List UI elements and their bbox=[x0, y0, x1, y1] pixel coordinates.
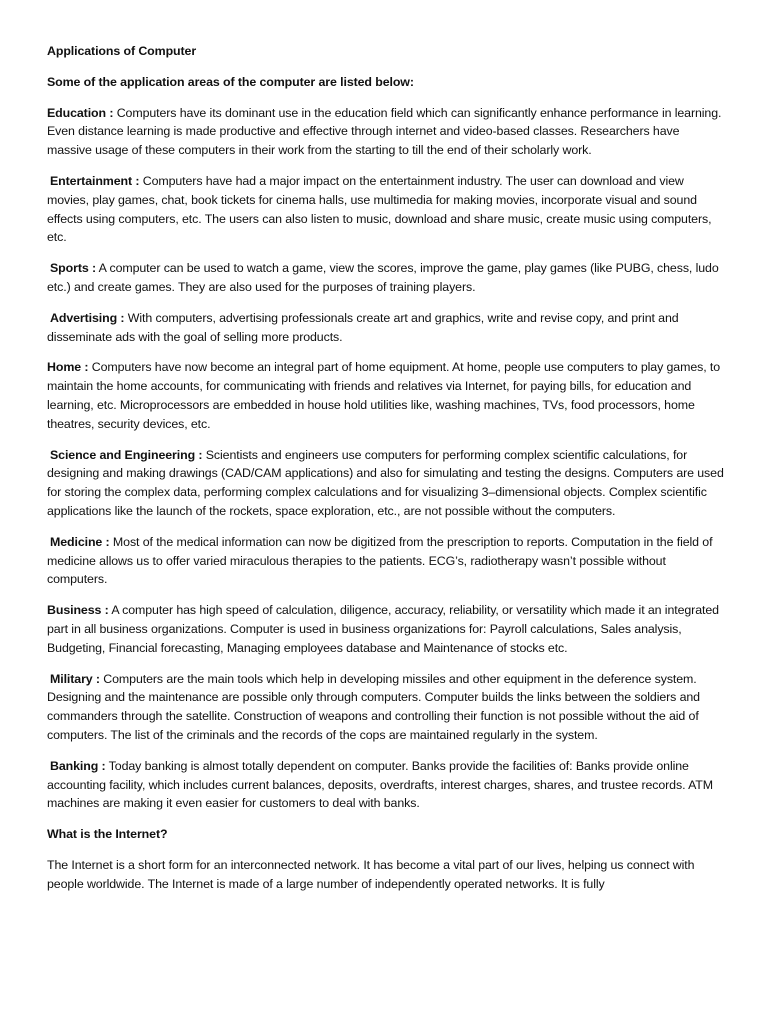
section-term: Medicine : bbox=[50, 534, 110, 549]
section-term: Business : bbox=[47, 603, 109, 618]
section-text: Scientists and engineers use computers for performing complex scientific calculations, for designing and making drawings (CAD/CAM applications) and also for simulating and testing the designs. Computers are used for storing the complex data, performing complex calculations and for visualizing 3–dimensional objects. Complex scientific applications like the launch of the rockets, space exploration, etc., are not possible without the computers. bbox=[47, 447, 724, 518]
section-education bbox=[47, 104, 727, 160]
section-text: Computers have its dominant use in the education field which can significantly enhance performance in learning. Even distance learning is made productive and effective through internet and video-based classes. Researchers have massive usage of these computers in their work from the starting to till the end of their scholarly work. bbox=[47, 105, 722, 158]
section-advertising bbox=[47, 309, 727, 347]
internet-paragraph: The Internet is a short form for an interconnected network. It has become a vital part of our lives, helping us connect with people worldwide. The Internet is made of a large number of independently operated networks. It is fully bbox=[47, 857, 695, 891]
section-term: Entertainment : bbox=[50, 173, 140, 188]
section-term: Education : bbox=[47, 105, 114, 120]
section-text: A computer can be used to watch a game, view the scores, improve the game, play games (like PUBG, chess, ludo etc.) and create games. They are also used for the purposes of training players. bbox=[47, 261, 719, 294]
section-medicine bbox=[47, 533, 727, 589]
document-page bbox=[47, 42, 727, 893]
section-science-engineering bbox=[47, 446, 727, 521]
section-text: Computers are the main tools which help in developing missiles and other equipment in the deference system. Designing and the maintenance are possible only through computers. Computer builds the links between the soldiers and commanders through the satellite. Construction of weapons and controlling their function is not possible without the aid of computers. The list of the criminals and the records of the cops are maintained regularly in the system. bbox=[47, 671, 700, 742]
section-term: Sports : bbox=[50, 261, 97, 276]
section-banking bbox=[47, 757, 727, 813]
internet-heading: What is the Internet? bbox=[47, 827, 168, 842]
section-text: Today banking is almost totally dependent on computer. Banks provide the facilities of: Banks provide online accounting facility, which includes current balances, deposits, overdrafts, interest charges, shares, and trustee records. ATM machines are making it even easier for customers to deal with banks. bbox=[47, 758, 713, 811]
section-home bbox=[47, 358, 727, 433]
section-sports bbox=[47, 259, 727, 297]
intro-line: Some of the application areas of the computer are listed below: bbox=[47, 74, 414, 89]
section-term: Science and Engineering : bbox=[50, 447, 203, 462]
section-business bbox=[47, 601, 727, 657]
section-term: Military : bbox=[50, 671, 100, 686]
section-term: Home : bbox=[47, 360, 89, 375]
section-entertainment bbox=[47, 172, 727, 247]
section-term: Banking : bbox=[50, 758, 106, 773]
section-text: Most of the medical information can now be digitized from the prescription to reports. Computation in the field of medicine allows us to offer varied miraculous therapies to the patients. ECG’s, radiotherapy wasn’t possible without computers. bbox=[47, 534, 713, 587]
section-text: A computer has high speed of calculation, diligence, accuracy, reliability, or versatility which made it an integrated part in all business organizations. Computer is used in business organizations for: Payroll calculations, Sales analysis, Budgeting, Financial forecasting, Managing employees database and Maintenance of stocks etc. bbox=[47, 603, 719, 655]
section-text: Computers have now become an integral part of home equipment. At home, people use computers to play games, to maintain the home accounts, for communicating with friends and relatives via Internet, for paying bills, for education and learning, etc. Microprocessors are embedded in house hold utilities like, washing machines, TVs, food processors, home theatres, security devices, etc. bbox=[47, 360, 721, 431]
section-military bbox=[47, 670, 727, 745]
section-text: With computers, advertising professionals create art and graphics, write and revise copy, and print and disseminate ads with the goal of selling more products. bbox=[47, 310, 679, 344]
section-text: Computers have had a major impact on the entertainment industry. The user can download and view movies, play games, chat, book tickets for cinema halls, use multimedia for making movies, incorporate visual and sound effects using computers, etc. The users can also listen to music, download and share music, create music using computers, etc. bbox=[47, 173, 712, 245]
document-title: Applications of Computer bbox=[47, 44, 197, 58]
section-term: Advertising : bbox=[50, 310, 125, 325]
